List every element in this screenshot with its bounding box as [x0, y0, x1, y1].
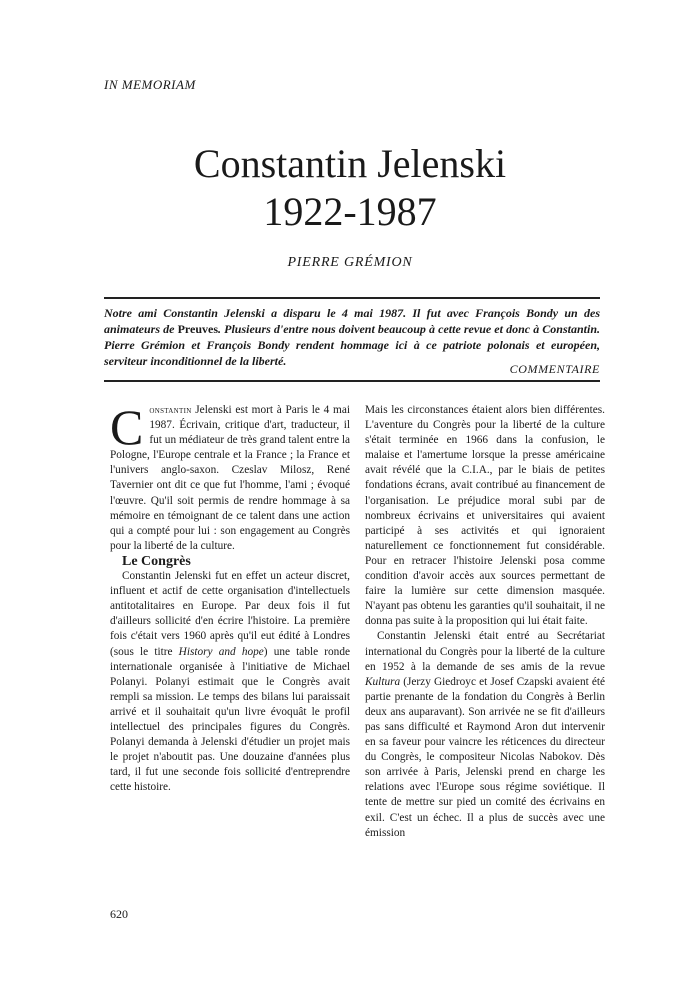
paragraph-text: ) une table ronde internationale organisée à l'initiative de Michael Polanyi. Polanyi estimait que le Congrès avait rempli sa mission. Le temps des bilans lui paraissait arrivé et il souhaitait qu'un livre évoquât le profil intellectuel des principales figures du Congrès. Polanyi demanda à Jelenski d'étudier un projet mais le projet n'aboutit pas. Une douzaine d'années plus tard, il fut une seconde fois sollicité d'entreprendre cette histoire.	[110, 645, 350, 794]
book-title: History and hope	[178, 645, 264, 658]
chapeau-signature: COMMENTAIRE	[509, 362, 600, 376]
paragraph-text: (Jerzy Giedroyc et Josef Czapski avaient été partie prenante de la fondation du Congrès à Berlin deux ans auparavant). Son arrivée ne se fit d'ailleurs pas sans difficulté et Raymond Aron dut intervenir en sa faveur pour vaincre les réticences du directeur du Congrès, le compositeur Nicolas Nabokov. Dès son arrivée à Paris, Jelenski prend en charge les relations avec l'Europe sous régime soviétique. Il tente de mettre sur pied un comité des écrivains en exil. C'est un échec. Il a plus de succès avec une émission	[365, 675, 605, 839]
chapeau-bottom-rule	[104, 380, 600, 382]
journal-title: Kultura	[365, 675, 401, 688]
subheading-congres: Le Congrès	[122, 553, 191, 569]
chapeau	[104, 305, 600, 369]
body-paragraph	[365, 629, 605, 840]
chapeau-text-2: . Plusieurs d'entre nous doivent beaucoup à cette revue et donc à Constantin. Pierre Grémion et François Bondy rendent hommage ici à ce patriote polonais et européen, serviteur inconditionnel de la liberté.	[104, 322, 600, 368]
page-number: 620	[110, 907, 128, 921]
chapeau-text-1: Notre ami Constantin Jelenski a disparu le 4 mai 1987. Il fut avec François Bondy un des animateurs de	[104, 306, 600, 336]
article-title-dates: 1922-1987	[263, 189, 437, 234]
body-paragraph: Mais les circonstances étaient alors bien différentes. L'aventure du Congrès pour la liberté de la culture s'était terminée en 1966 dans la confusion, le malaise et l'amertume lorsque la presse américaine avait révélé que la C.I.A., par le biais de petites fondations écrans, avait contribué au financement de l'organisation. Le préjudice moral subi par de nombreux écrivains et universitaires qui avaient participé à ses activités et qui ignoraient naturellement ce fonctionnement fut considérable. Pour en retracer l'histoire Jelenski posa comme condition d'avoir accès aux sources permettant de faire la lumière sur cette dimension masquée. N'ayant pas obtenu les garanties qu'il souhaitait, il ne donna pas suite à la proposition qui lui était faite.	[365, 404, 605, 628]
article-title-name: Constantin Jelenski	[193, 141, 507, 186]
body-paragraph	[110, 569, 350, 795]
author-name: PIERRE GRÉMION	[287, 255, 413, 270]
intro-paragraph	[110, 399, 350, 554]
intro-text: Jelenski est mort à Paris le 4 mai 1987. Écrivain, critique d'art, traducteur, il fut un médiateur de très grand talent entre la Pologne, l'Europe centrale et la France ; la France et l'univers anglo-saxon. Czeslav Milosz, René Tavernier ont dit ce que fut l'homme, l'ami ; évoqué l'œuvre. Qu'il soit permis de rendre hommage à sa mémoire en témoignant de ce talent dans une action qui a compté pour lui : son engagement au Congrès pour la liberté de la culture.	[110, 404, 350, 552]
chapeau-top-rule	[104, 297, 600, 299]
left-column	[110, 399, 350, 795]
chapeau-journal-name: Preuves	[177, 322, 218, 336]
intro-smallcaps: onstantin	[149, 405, 192, 416]
drop-cap: C	[110, 399, 144, 455]
paragraph-text: Constantin Jelenski était entré au Secrétariat international du Congrès pour la liberté de la culture en 1952 à la demande de ses amis de la revue	[365, 630, 605, 673]
paragraph-text: Constantin Jelenski fut en effet un acteur discret, influent et actif de cette organisation d'intellectuels antitotalitaires en Europe. Par deux fois il fut d'ailleurs sollicité d'en écrire l'histoire. La première fois c'était vers 1960 après qu'il eut édité à Londres (sous le titre	[110, 570, 350, 658]
section-label: IN MEMORIAM	[104, 77, 196, 92]
right-column	[365, 403, 605, 841]
